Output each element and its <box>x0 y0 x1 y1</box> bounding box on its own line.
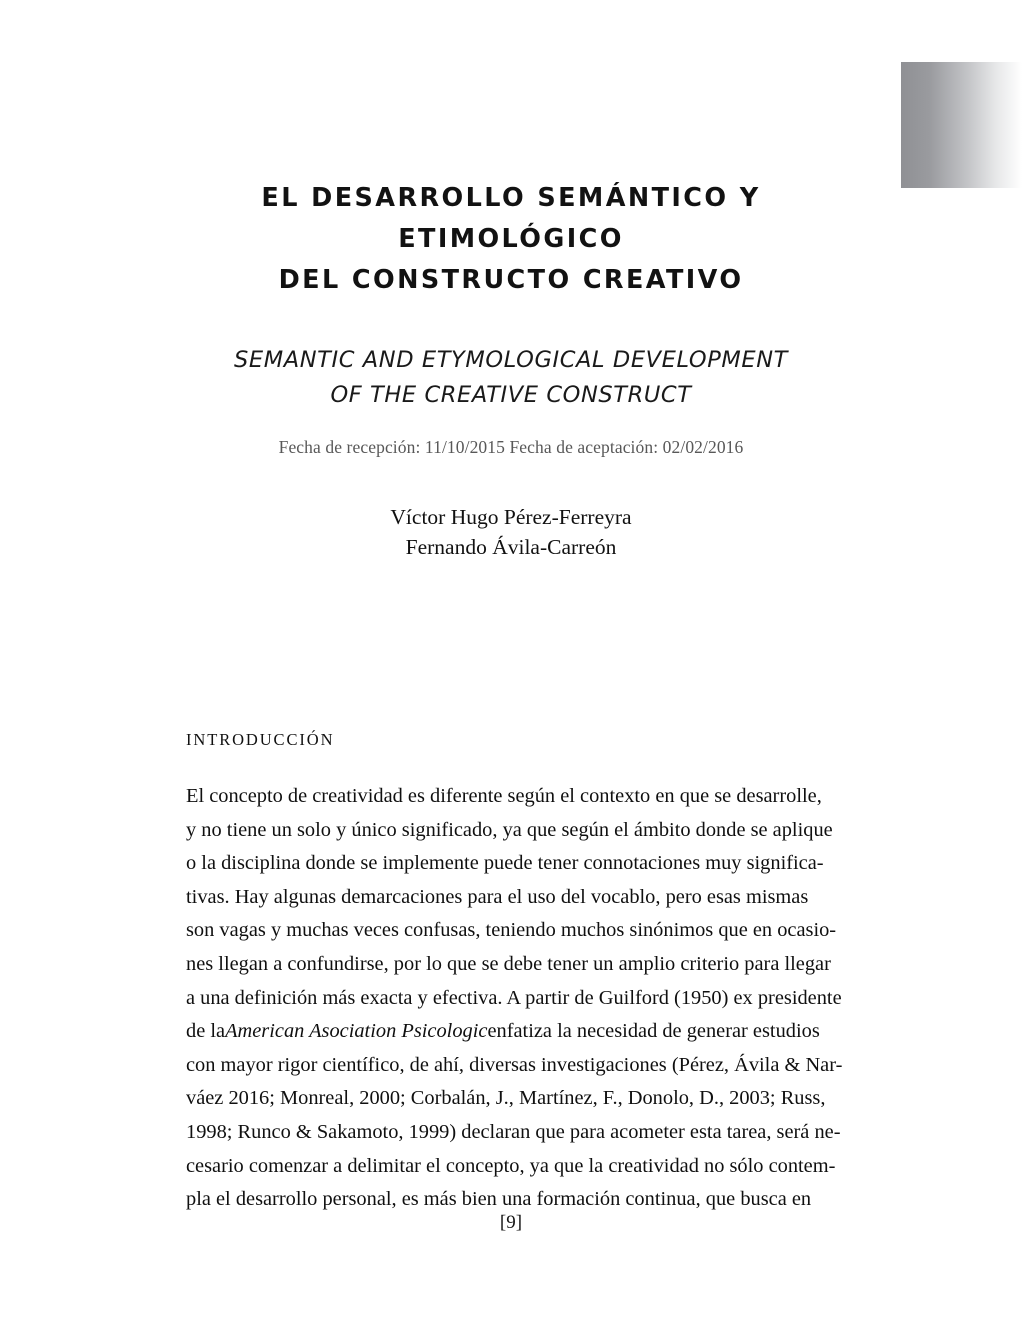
title-line-1: EL DESARROLLO SEMÁNTICO Y <box>261 183 761 213</box>
italic-journal-name: American Asociation Psicologic <box>225 1020 488 1043</box>
body-line: son vagas y muchas veces confusas, teniendo muchos sinónimos que en ocasio- <box>186 919 837 942</box>
page-number: [9] <box>499 1212 523 1233</box>
title-line-2: ETIMOLÓGICO <box>398 224 624 254</box>
article-title <box>0 178 1022 301</box>
subtitle-line-1: SEMANTIC AND ETYMOLOGICAL DEVELOPMENT <box>234 347 788 373</box>
body-line: con mayor rigor científico, de ahí, diversas investigaciones (Pérez, Ávila & Nar- <box>186 1053 843 1076</box>
body-line: váez 2016; Monreal, 2000; Corbalán, J., Martínez, F., Donolo, D., 2003; Russ, <box>186 1087 826 1110</box>
body-line: tivas. Hay algunas demarcaciones para el uso del vocablo, pero esas mismas <box>186 885 809 908</box>
reception-acceptance-dates: Fecha de recepción: 11/10/2015 Fecha de aceptación: 02/02/2016 <box>278 437 744 457</box>
author-name-2: Fernando Ávila-Carreón <box>405 535 617 559</box>
body-line: o la disciplina donde se implemente puede tener connotaciones muy significa- <box>186 852 824 875</box>
author-name-1: Víctor Hugo Pérez-Ferreyra <box>390 505 632 529</box>
body-line: 1998; Runco & Sakamoto, 1999) declaran que para acometer esta tarea, será ne- <box>186 1120 841 1143</box>
title-line-3: DEL CONSTRUCTO CREATIVO <box>278 265 744 295</box>
body-text-before-italic: de la <box>186 1020 226 1043</box>
body-text-after-italic: enfatiza la necesidad de generar estudios <box>487 1020 820 1043</box>
subtitle-line-2: OF THE CREATIVE CONSTRUCT <box>330 382 692 408</box>
body-line: cesario comenzar a delimitar el concepto, ya que la creatividad no sólo contem- <box>186 1154 836 1177</box>
body-line: El concepto de creatividad es diferente según el contexto en que se desarrolle, <box>186 785 822 807</box>
author-list <box>0 502 1022 562</box>
body-line: a una definición más exacta y efectiva. A partir de Guilford (1950) ex presidente <box>186 986 842 1009</box>
section-heading-introduccion: INTRODUCCIÓN <box>186 730 335 749</box>
body-line-with-italic-citation <box>186 1015 910 1049</box>
article-subtitle-english <box>0 343 1022 413</box>
body-line: pla el desarrollo personal, es más bien una formación continua, que busca en <box>186 1188 812 1211</box>
body-line: nes llegan a confundirse, por lo que se debe tener un amplio criterio para llegar <box>186 952 831 975</box>
body-line: y no tiene un solo y único significado, ya que según el ámbito donde se aplique <box>186 818 833 841</box>
body-paragraph <box>186 780 910 1217</box>
